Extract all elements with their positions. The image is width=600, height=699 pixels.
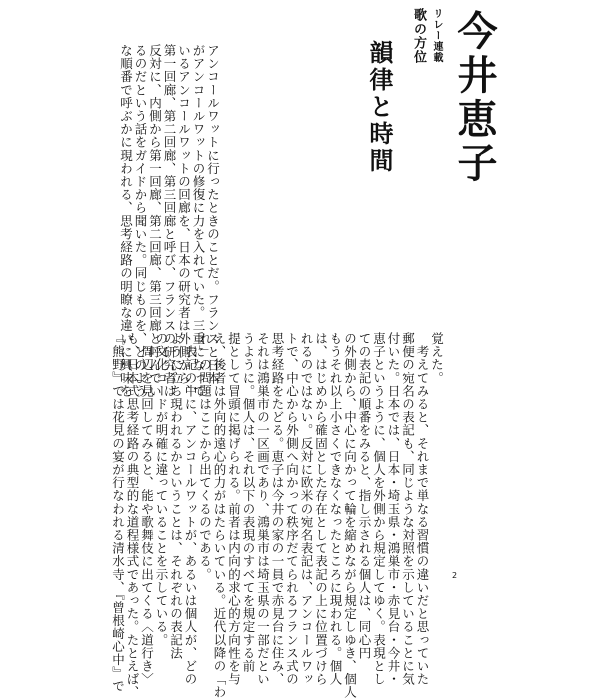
text-line: ように立ち現われるかということは、それぞれの表記法: [168, 332, 184, 660]
text-line: アンコールワットに行ったときのことだ。フランスと日本: [205, 44, 221, 385]
series-small-label: リレー連載: [431, 8, 442, 63]
text-line: うように。個人は、それ以下の表現のすべてを規定する前: [241, 332, 256, 673]
series-name: 歌の方位: [411, 8, 426, 64]
article-title: 韻律と時間: [365, 40, 394, 175]
text-line: 周辺を見回してみると、能や歌舞伎に出てくる〈道行き〉: [139, 332, 155, 686]
text-line: 考えてみると、それまで単なる習慣の違いだと思っていた: [415, 332, 430, 686]
text-line: トで、中心から外側へ向かって秩序だてられるフランス式の: [284, 332, 300, 686]
text-line: いるアンコールワットの回廊を、日本の研究者は外側から、: [176, 44, 192, 398]
upper-text-block: [118, 44, 221, 398]
text-line: の文化コードが明確に違っていることを示している。: [154, 332, 169, 647]
text-line: え、後者は外向的遠心的力がはたらいている。近代以降の「わ: [212, 332, 227, 699]
text-line: るのだという話をガイドから聞いた。同じものを、どのよう: [133, 44, 148, 398]
text-line: それは鴻巣市の一区画であり、鴻巣市は埼玉県の一部だとい: [255, 332, 271, 686]
series-label: [403, 8, 443, 108]
text-line: がアンコールワットの修復に力を入れていた。三重になって: [191, 44, 206, 398]
text-line: 思考経路をたどる。恵子は今井の家の一員で赤見台に住み、: [270, 332, 285, 686]
author-name: 今井恵子: [451, 10, 498, 186]
text-line: 表記の中に、アンコールワットが、あるいは個人が、どの: [183, 332, 198, 686]
lower-text-block: [110, 332, 445, 699]
text-line: は、はじめから確固とした存在として表記の上に位置づけら: [313, 332, 329, 686]
text-line: 『熊野』では花見の宴が行なわれる清水寺、『曾根崎心中』で: [110, 332, 126, 693]
text-line: の外側から、中心に向かって輪を縮めながら規定しゆき、個人: [342, 332, 358, 699]
page-number: 2: [452, 571, 458, 580]
text-line: れ」の問題はここから出てくるのである。: [197, 332, 213, 581]
text-line: れるのではない。反対に欧米の宛名表記は、アンコールワッ: [299, 332, 314, 686]
text-line: もうそれ以上小さくできなくなったところに現われる。個人: [328, 332, 343, 686]
text-line: 第一回廊、第二回廊、第三回廊と呼び、フランスの研究者は: [162, 44, 177, 398]
text-line: も、日本式思考経路の典型的な道程様式であった。たとえば、: [125, 332, 140, 699]
text-line: 恵子というように、個人を外側から規定してゆく。表現とし: [371, 332, 387, 686]
text-line: 反対に、内側から第一回廊、第二回廊、第三回廊と呼んでい: [147, 44, 163, 398]
text-line: 郵便の宛名の表記も、同じような対照を示していることに気: [400, 332, 416, 686]
text-line: 提として冒頭に掲げられる。前者は内向的求心的方向性を与: [226, 332, 242, 686]
text-line: な順番で呼ぶかに現われる、思考経路の明瞭な違いに興味を: [118, 44, 134, 398]
text-line: ての表記の順番をみると、指し示される個人は、同心円: [357, 332, 372, 660]
text-line: 付いた。日本では、日本・埼玉県・鴻巣市・赤見台・今井・: [386, 332, 401, 686]
text-line: 覚えた。: [429, 332, 445, 385]
